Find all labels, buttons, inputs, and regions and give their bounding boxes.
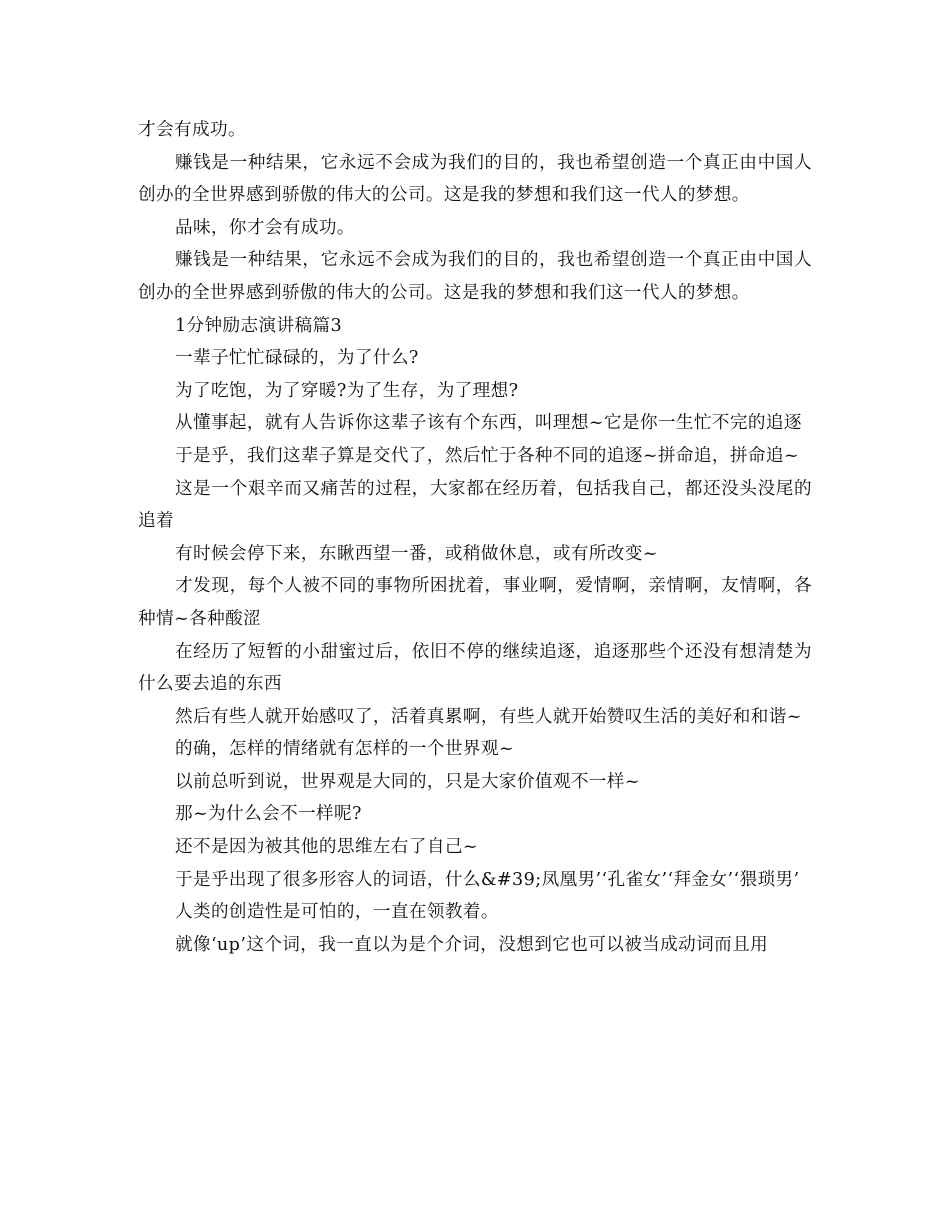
paragraph-4: 赚钱是一种结果，它永远不会成为我们的目的，我也希望创造一个真正由中国人创办的全世界感到骄傲的伟大的公司。这是我的梦想和我们这一代人的梦想。 xyxy=(138,250,812,303)
paragraph-21: 就像‘up’这个词，我一直以为是个介词，没想到它也可以被当成动词而且用 xyxy=(174,934,769,955)
paragraph-15: 的确，怎样的情绪就有怎样的一个世界观~ xyxy=(174,739,514,760)
paragraph-6: 一辈子忙忙碌碌的，为了什么? xyxy=(174,348,419,369)
paragraph-17: 那~为什么会不一样呢? xyxy=(174,804,362,825)
paragraph-1: 才会有成功。 xyxy=(138,120,246,140)
document-body xyxy=(138,114,812,961)
paragraph-13: 在经历了短暂的小甜蜜过后，依旧不停的继续追逐，追逐那些个还没有想清楚为什么要去追的东西 xyxy=(138,641,812,695)
paragraph-18: 还不是因为被其他的思维左右了自己~ xyxy=(174,837,478,858)
paragraph-12: 才发现，每个人被不同的事物所困扰着，事业啊，爱情啊，亲情啊，友情啊，各种情~各种酸涩 xyxy=(138,576,812,629)
paragraph-19: 于是乎出现了很多形容人的词语，什么&#39;凤凰男’‘孔雀女’‘拜金女’‘猥琐男’ xyxy=(174,869,800,890)
paragraph-2: 赚钱是一种结果，它永远不会成为我们的目的，我也希望创造一个真正由中国人创办的全世界感到骄傲的伟大的公司。这是我的梦想和我们这一代人的梦想。 xyxy=(138,152,812,206)
paragraph-7: 为了吃饱，为了穿暖?为了生存，为了理想? xyxy=(174,380,519,401)
paragraph-3: 品味，你才会有成功。 xyxy=(174,217,355,238)
section-heading: 1分钟励志演讲稿篇3 xyxy=(174,315,343,336)
paragraph-14: 然后有些人就开始感叹了，活着真累啊，有些人就开始赞叹生活的美好和和谐~ xyxy=(174,706,802,727)
paragraph-11: 有时候会停下来，东瞅西望一番，或稍做休息，或有所改变~ xyxy=(174,543,658,564)
paragraph-16: 以前总听到说，世界观是大同的，只是大家价值观不一样~ xyxy=(174,771,640,792)
paragraph-10: 这是一个艰辛而又痛苦的过程，大家都在经历着，包括我自己，都还没头没尾的追着 xyxy=(138,478,812,532)
paragraph-20: 人类的创造性是可怕的，一直在领教着。 xyxy=(174,902,499,923)
paragraph-8: 从懂事起，就有人告诉你这辈子该有个东西，叫理想~它是你一生忙不完的追逐 xyxy=(174,413,802,434)
paragraph-9: 于是乎，我们这辈子算是交代了，然后忙于各种不同的追逐~拼命追，拼命追~ xyxy=(174,445,800,466)
